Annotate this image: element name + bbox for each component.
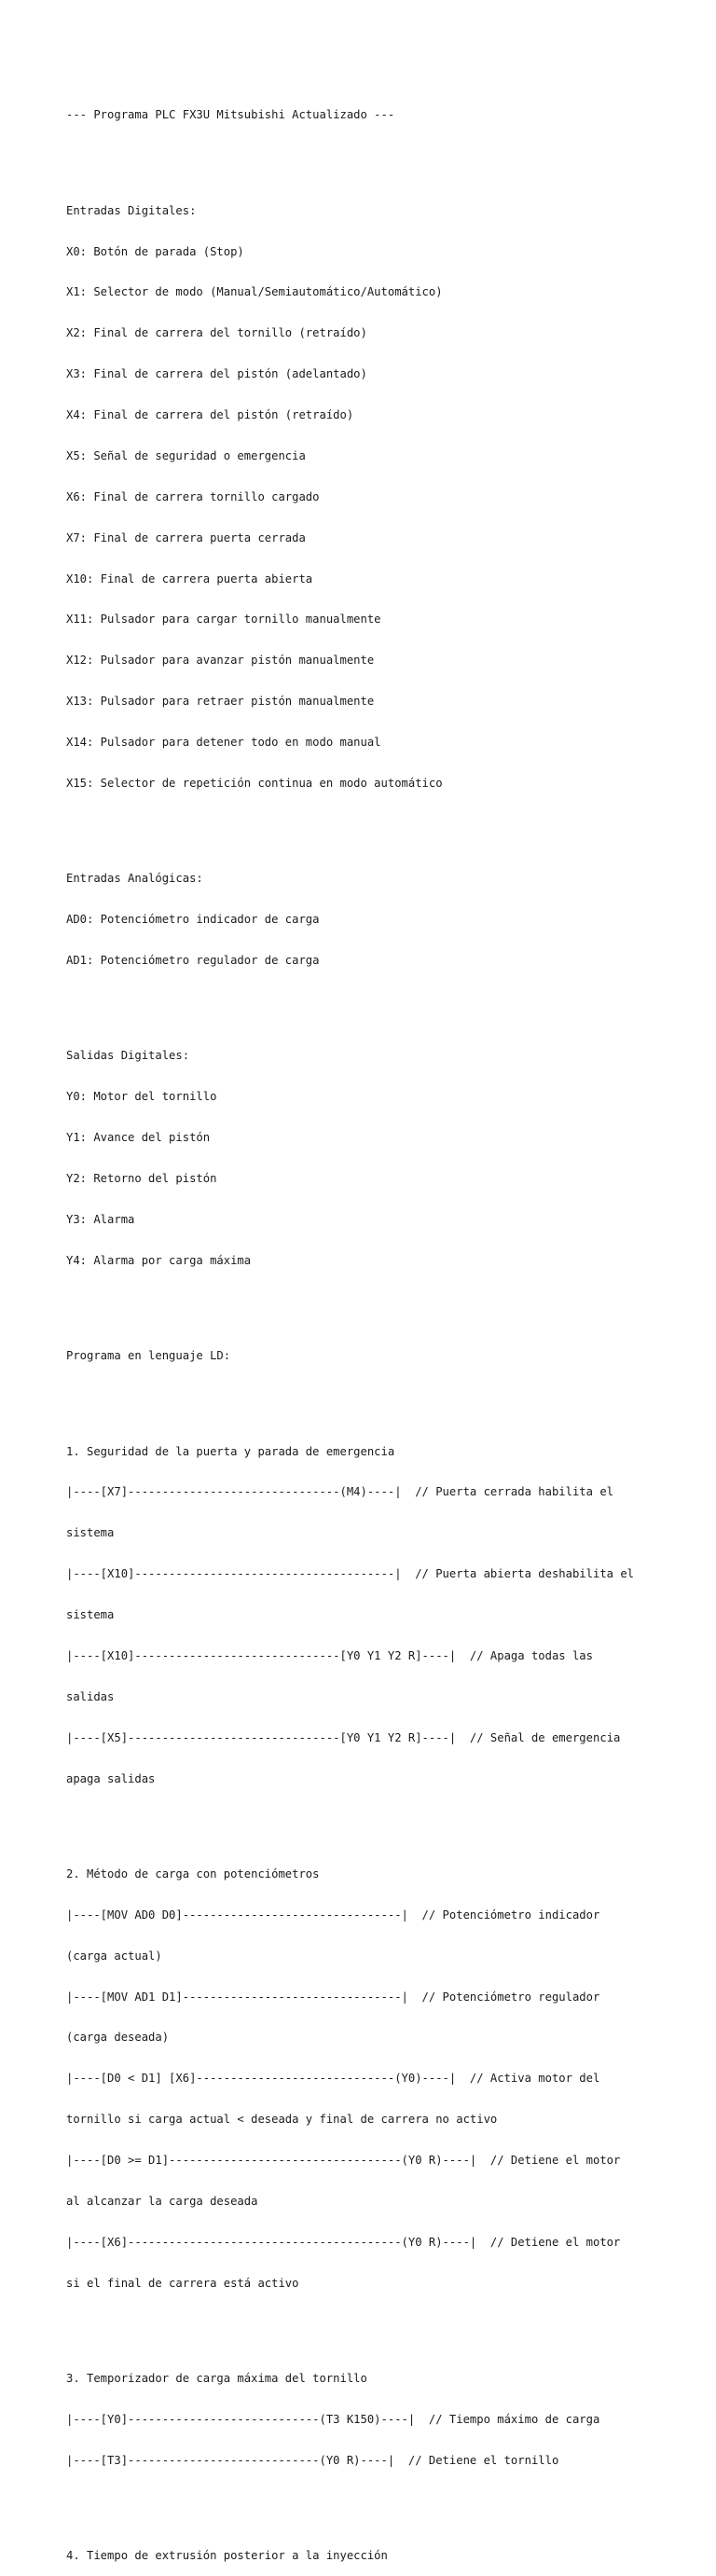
digital-input-item: X3: Final de carrera del pistón (adelantado) <box>66 367 367 381</box>
section-3-heading: 3. Temporizador de carga máxima del tornillo <box>66 2372 367 2385</box>
ladder-line: apaga salidas <box>66 1771 156 1785</box>
spacer <box>66 149 691 163</box>
digital-input-item: X12: Pulsador para avanzar pistón manualmente <box>66 654 375 668</box>
digital-input-item: X10: Final de carrera puerta abierta <box>66 572 313 585</box>
ladder-line: |----[MOV AD0 D0]--------------------------------| // Potenciómetro indicador <box>66 1908 600 1922</box>
ladder-line: si el final de carrera está activo <box>66 2276 299 2290</box>
digital-output-item: Y2: Retorno del pistón <box>66 1172 217 1185</box>
analog-input-item: AD0: Potenciómetro indicador de carga <box>66 913 320 927</box>
spacer <box>66 818 691 832</box>
ladder-line: (carga deseada) <box>66 2031 170 2045</box>
digital-input-item: X11: Pulsador para cargar tornillo manualmente <box>66 613 381 627</box>
digital-input-item: X5: Señal de seguridad o emergencia <box>66 448 306 462</box>
ladder-line: tornillo si carga actual < deseada y final de carrera no activo <box>66 2113 498 2127</box>
section-4-heading: 4. Tiempo de extrusión posterior a la inyección <box>66 2549 388 2563</box>
spacer <box>66 1390 691 1404</box>
digital-input-item: X6: Final de carrera tornillo cargado <box>66 489 320 503</box>
ladder-line: (carga actual) <box>66 1949 162 1963</box>
digital-output-item: Y4: Alarma por carga máxima <box>66 1253 252 1267</box>
digital-input-item: X0: Botón de parada (Stop) <box>66 244 244 258</box>
digital-input-item: X14: Pulsador para detener todo en modo manual <box>66 736 381 749</box>
spacer <box>66 2318 691 2332</box>
analog-input-item: AD1: Potenciómetro regulador de carga <box>66 954 320 967</box>
ladder-line: sistema <box>66 1526 115 1540</box>
analog-inputs-heading: Entradas Analógicas: <box>66 872 203 886</box>
digital-input-item: X15: Selector de repetición continua en modo automático <box>66 776 443 790</box>
ladder-line: sistema <box>66 1608 115 1621</box>
digital-output-item: Y0: Motor del tornillo <box>66 1090 217 1104</box>
digital-input-item: X2: Final de carrera del tornillo (retraído) <box>66 326 367 340</box>
spacer <box>66 2495 691 2509</box>
ld-program-heading: Programa en lenguaje LD: <box>66 1349 231 1363</box>
section-2-heading: 2. Método de carga con potenciómetros <box>66 1867 320 1880</box>
digital-output-item: Y3: Alarma <box>66 1212 135 1226</box>
ladder-line: |----[Y0]----------------------------(T3 K150)----| // Tiempo máximo de carga <box>66 2412 600 2426</box>
spacer <box>66 1295 691 1309</box>
ladder-line: |----[X7]-------------------------------(M4)----| // Puerta cerrada habilita el <box>66 1485 613 1499</box>
ladder-line: |----[X10]--------------------------------------| // Puerta abierta deshabilita el <box>66 1567 635 1581</box>
digital-input-item: X13: Pulsador para retraer pistón manualmente <box>66 695 375 709</box>
ladder-line: |----[D0 < D1] [X6]-----------------------------(Y0)----| // Activa motor del <box>66 2072 600 2086</box>
ladder-line: |----[X5]-------------------------------[Y0 Y1 Y2 R]----| // Señal de emergencia <box>66 1730 621 1744</box>
ladder-line: salidas <box>66 1689 115 1703</box>
document-title: --- Programa PLC FX3U Mitsubishi Actualizado --- <box>66 108 395 122</box>
digital-output-item: Y1: Avance del pistón <box>66 1131 211 1145</box>
digital-outputs-heading: Salidas Digitales: <box>66 1049 190 1063</box>
spacer <box>66 995 691 1009</box>
ladder-line: al alcanzar la carga deseada <box>66 2194 258 2208</box>
ladder-line: |----[T3]----------------------------(Y0 R)----| // Detiene el tornillo <box>66 2453 559 2467</box>
ladder-line: |----[D0 >= D1]----------------------------------(Y0 R)----| // Detiene el motor <box>66 2154 621 2167</box>
ladder-line: |----[X6]----------------------------------------(Y0 R)----| // Detiene el motor <box>66 2235 621 2249</box>
section-1-heading: 1. Seguridad de la puerta y parada de emergencia <box>66 1444 395 1458</box>
spacer <box>66 1812 691 1826</box>
digital-input-item: X4: Final de carrera del pistón (retraído) <box>66 408 354 421</box>
ladder-line: |----[MOV AD1 D1]--------------------------------| // Potenciómetro regulador <box>66 1990 600 2004</box>
digital-input-item: X1: Selector de modo (Manual/Semiautomático/Automático) <box>66 285 443 299</box>
document-page <box>66 81 691 2576</box>
digital-input-item: X7: Final de carrera puerta cerrada <box>66 530 306 544</box>
ladder-line: |----[X10]------------------------------[Y0 Y1 Y2 R]----| // Apaga todas las <box>66 1648 593 1662</box>
digital-inputs-heading: Entradas Digitales: <box>66 203 197 217</box>
